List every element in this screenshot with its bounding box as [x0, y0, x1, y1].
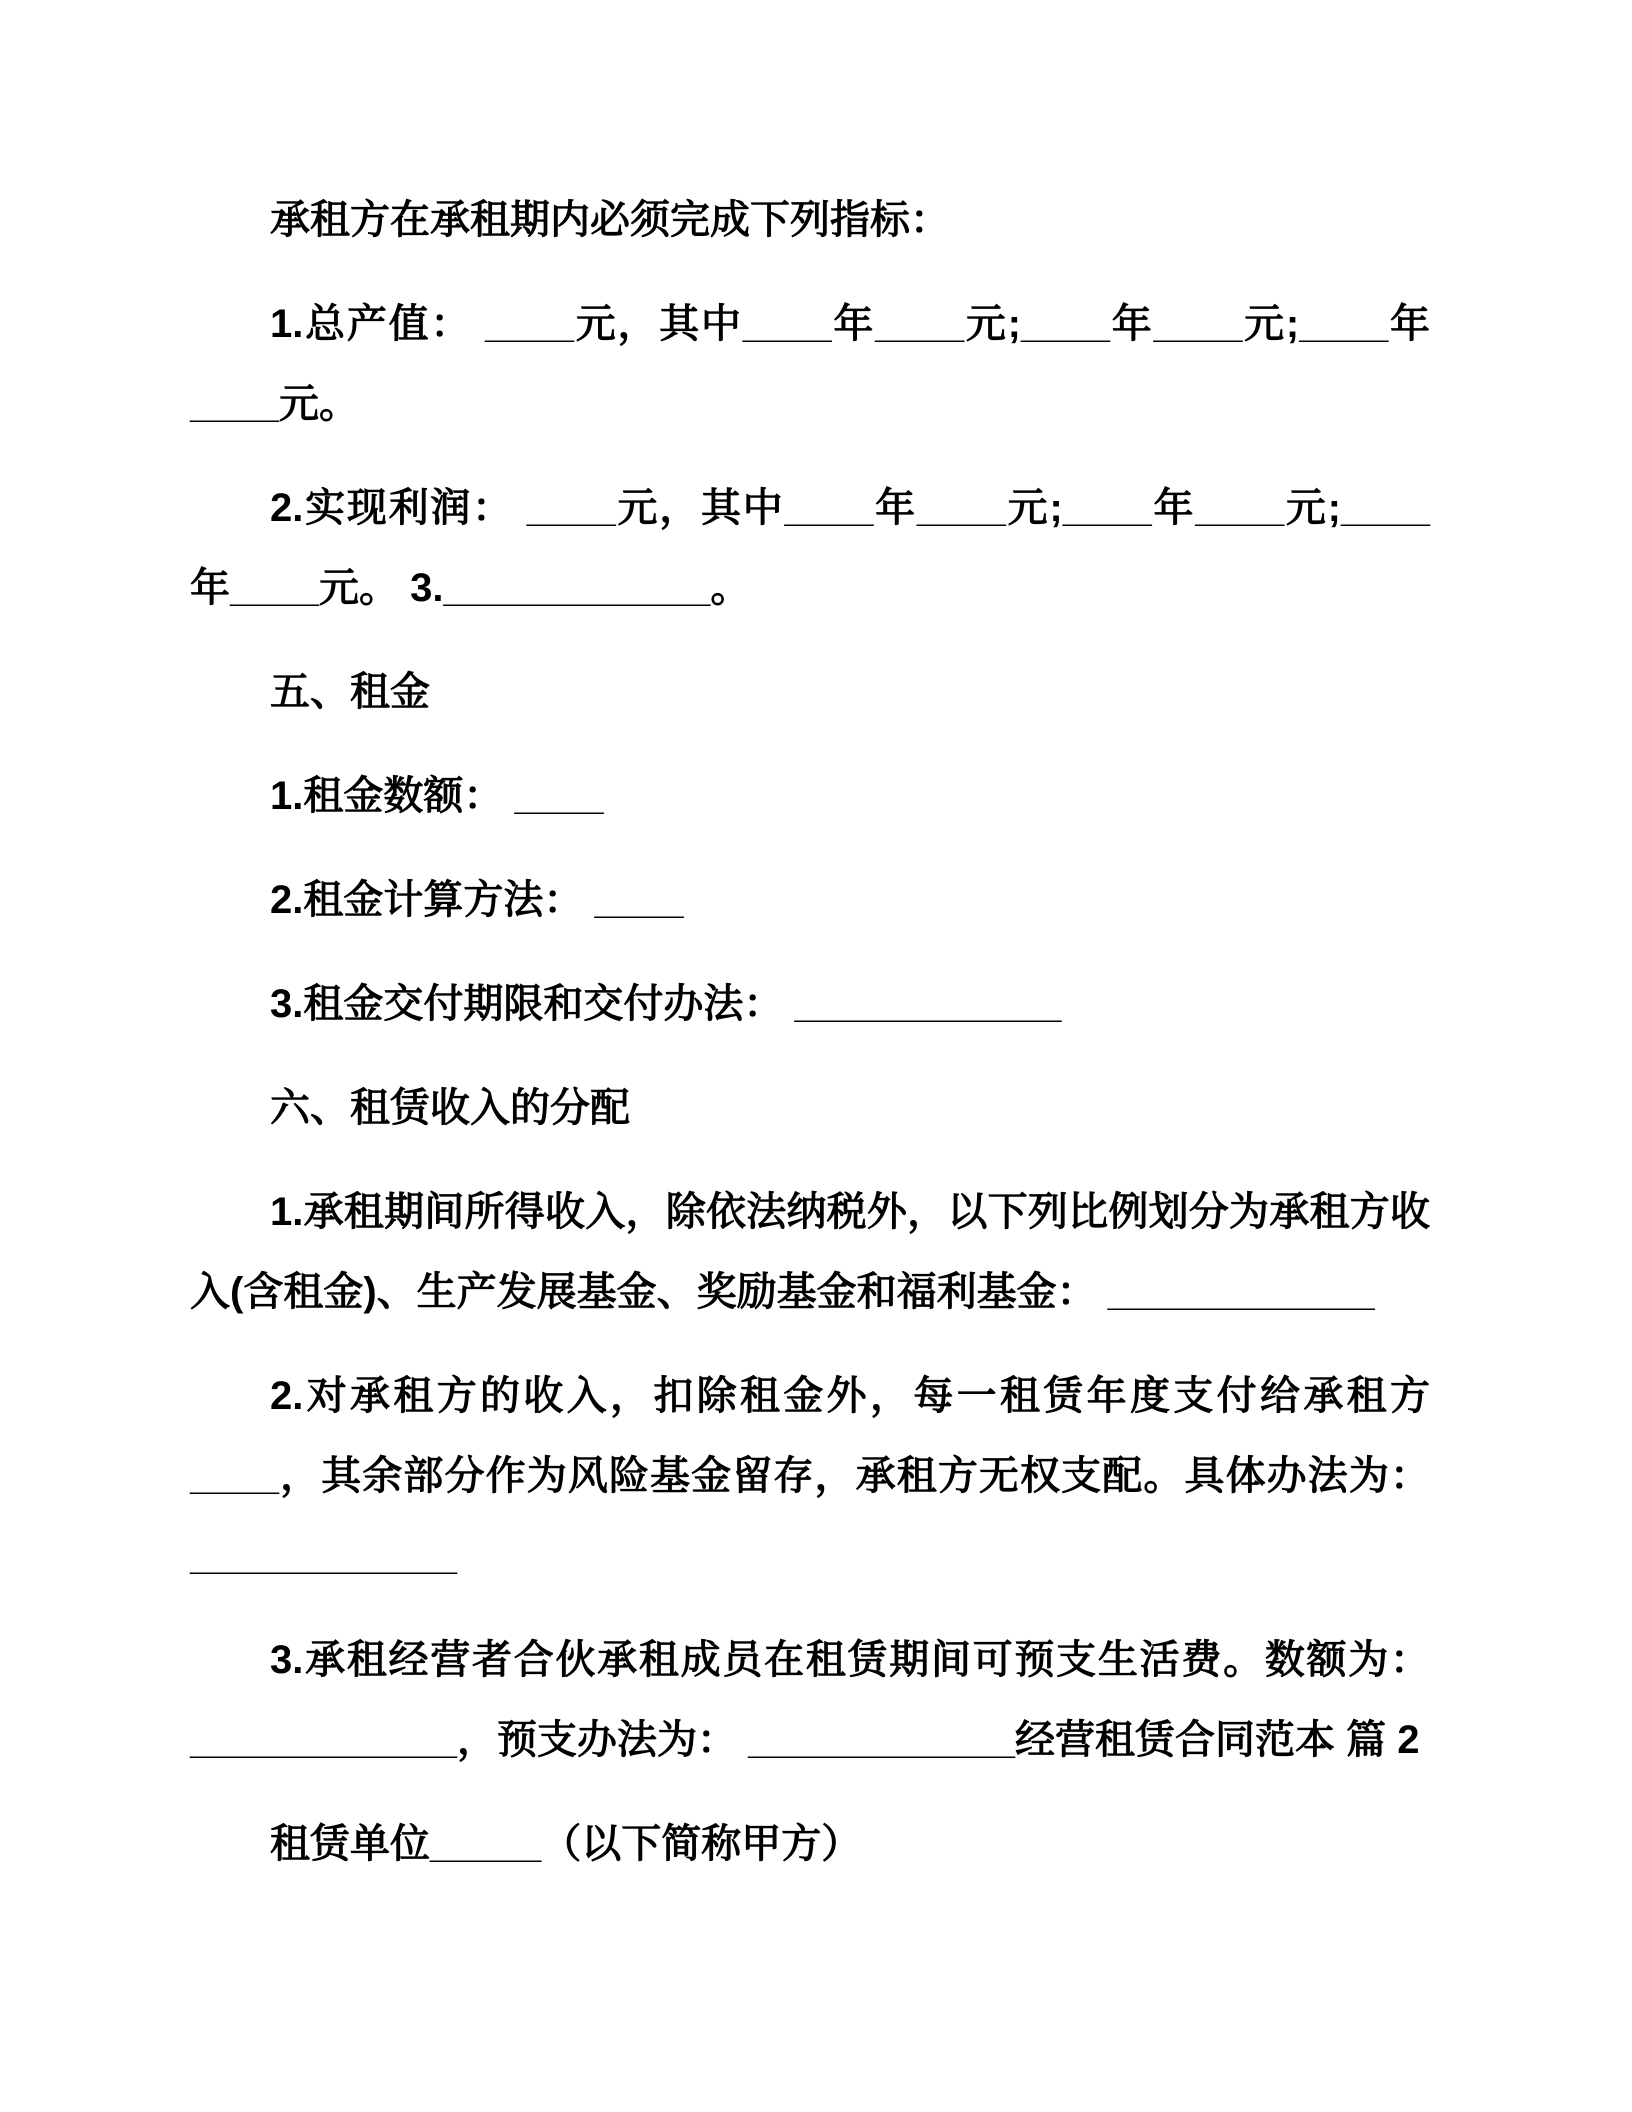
heading-section-five-rent: 五、租金	[270, 670, 430, 714]
clause-living-expense-advance: 3.承租经营者合伙承租成员在租赁期间可预支生活费。数额为： ____________，预支办法为： ____________经营租赁合同范本 篇 2	[190, 1638, 1430, 1762]
clause-total-output-value: 1.总产值： ____元，其中____年____元;____年____元;____年____元。	[190, 302, 1430, 426]
clause-rent-calculation-method: 2.租金计算方法： ____	[270, 878, 684, 922]
clause-rent-amount: 1.租金数额： ____	[270, 774, 604, 818]
clause-performance-indicators-intro: 承租方在承租期内必须完成下列指标：	[270, 198, 950, 242]
heading-section-six-income-distribution: 六、租赁收入的分配	[270, 1086, 630, 1130]
clause-rent-payment-terms: 3.租金交付期限和交付办法： ____________	[270, 982, 1062, 1026]
clause-lessor-unit: 租赁单位_____（以下简称甲方）	[270, 1822, 862, 1866]
clause-realized-profit: 2.实现利润： ____元，其中____年____元;____年____元;____年____元。 3.____________。	[190, 486, 1430, 610]
document-body	[190, 180, 1430, 1884]
clause-income-division: 1.承租期间所得收入，除依法纳税外，以下列比例划分为承租方收入(含租金)、生产发展基金、奖励基金和福利基金： ____________	[190, 1190, 1430, 1314]
clause-lessee-income-risk-fund: 2.对承租方的收入，扣除租金外，每一租赁年度支付给承租方____，其余部分作为风险基金留存，承租方无权支配。具体办法为： ____________	[190, 1374, 1430, 1578]
